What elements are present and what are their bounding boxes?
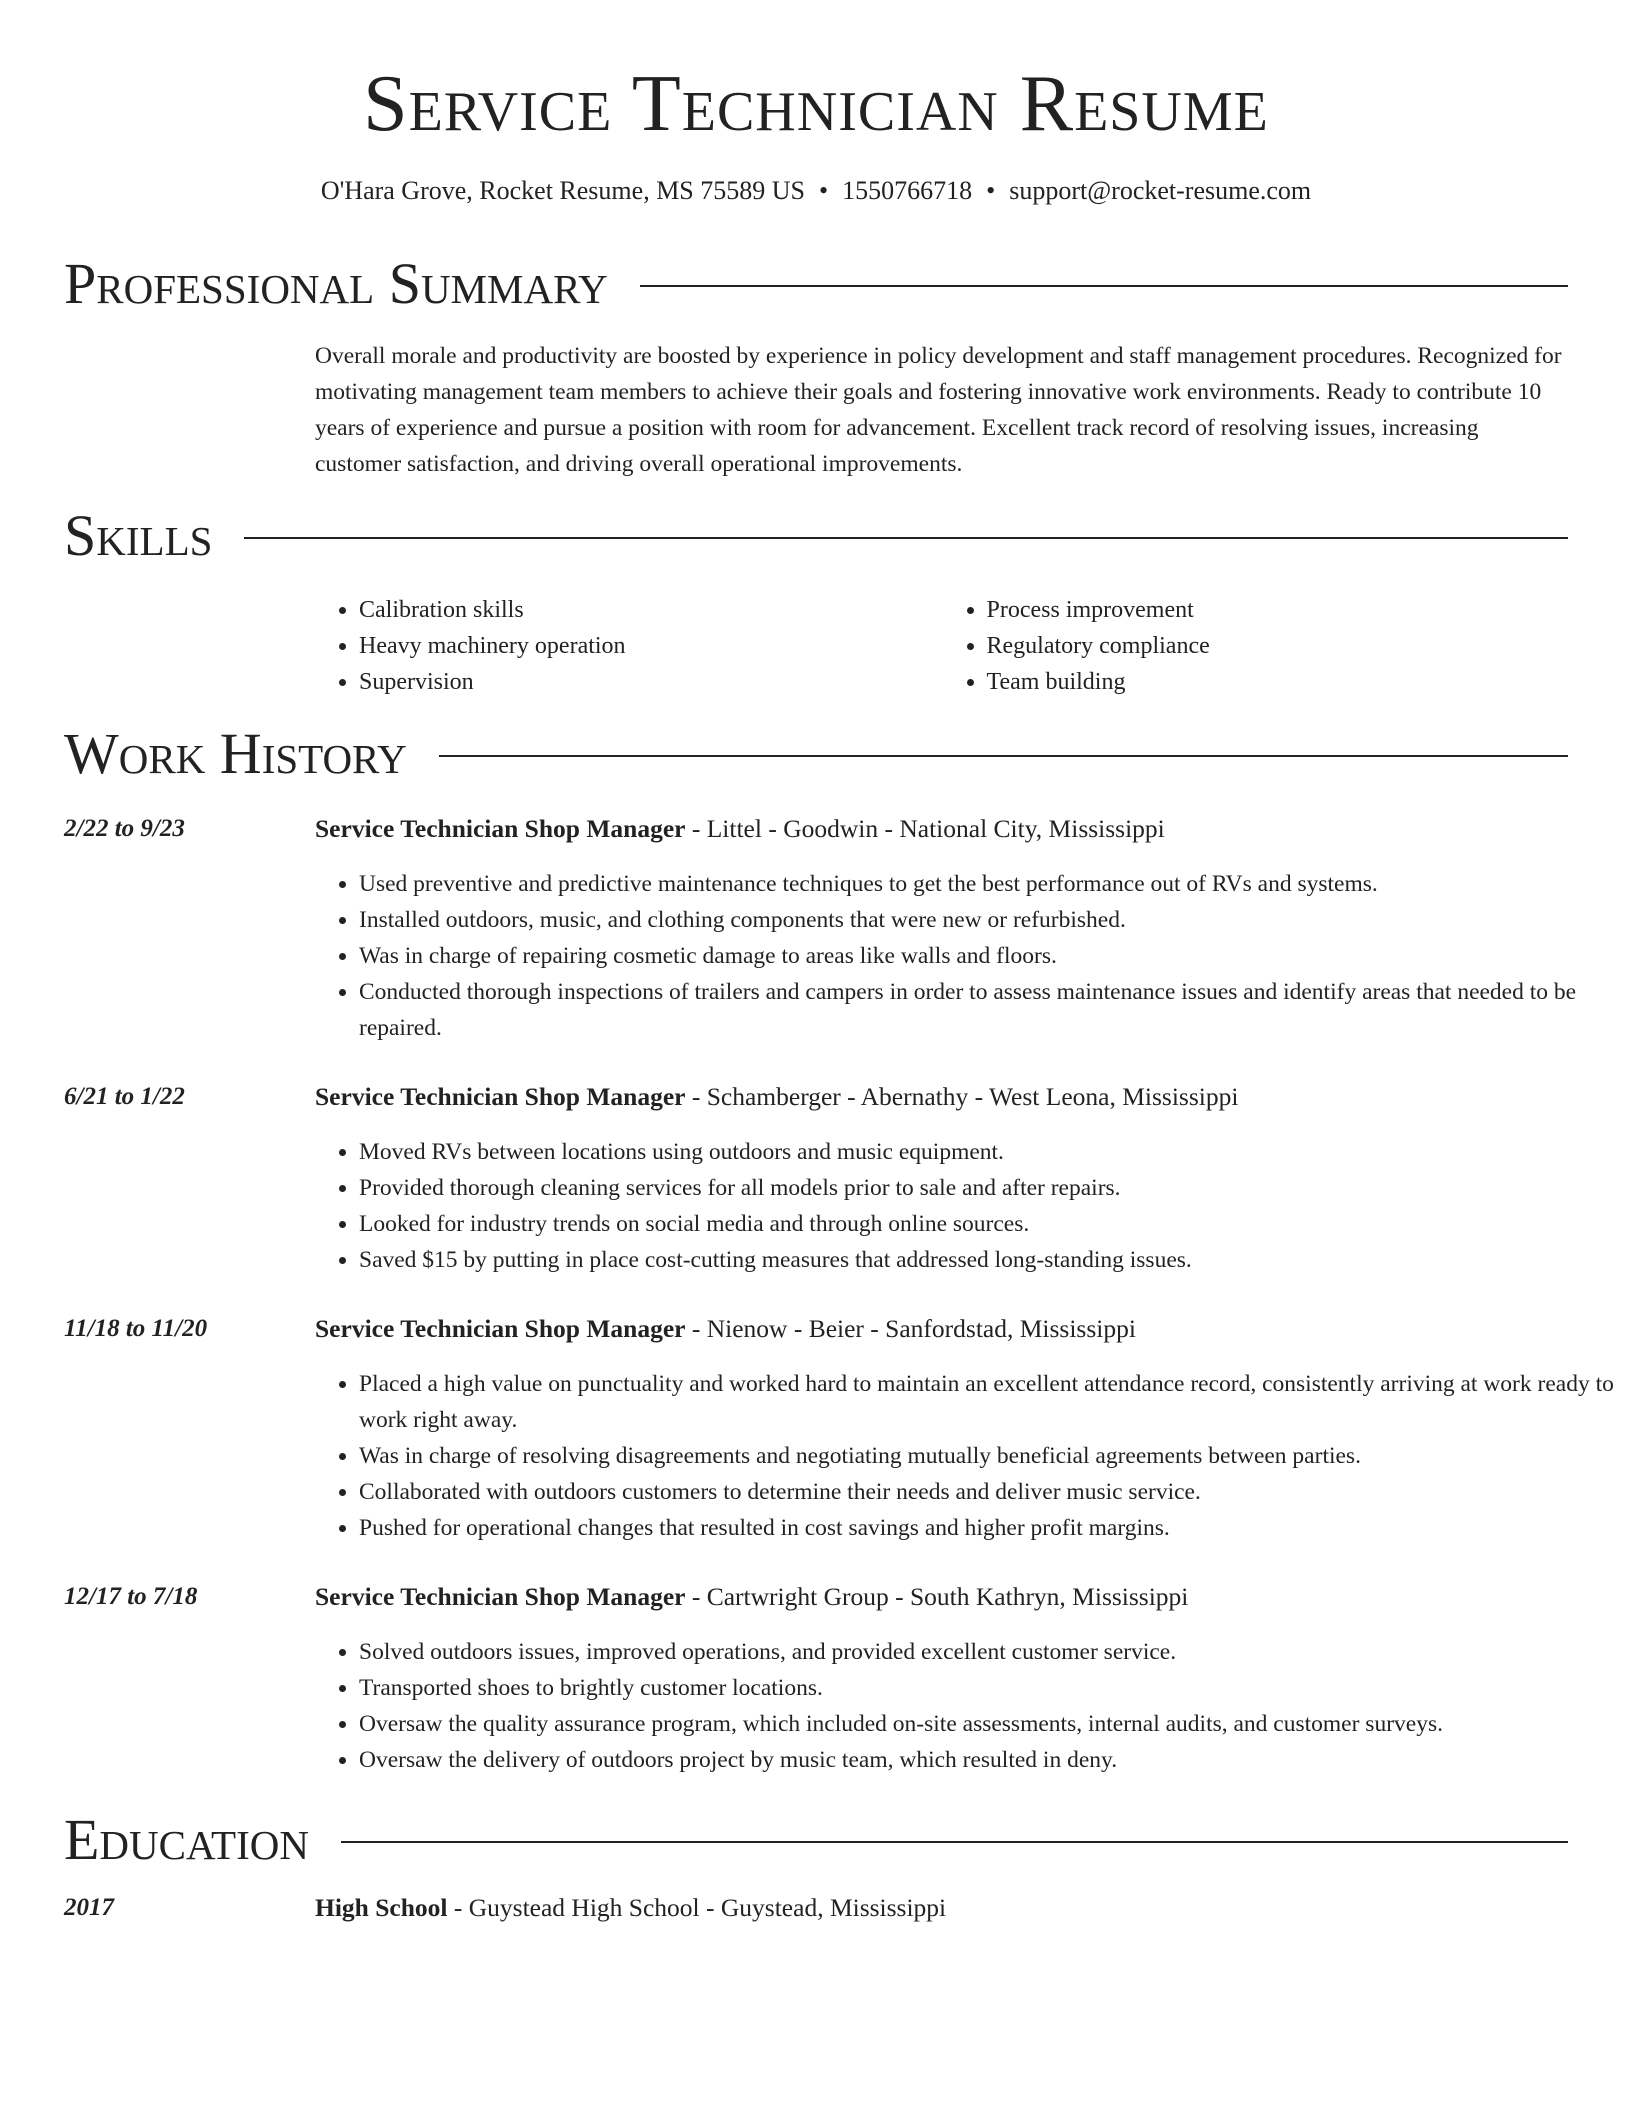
contact-line <box>0 174 1632 208</box>
job-date: 12/17 to 7/18 <box>64 1583 198 1610</box>
summary-text: Overall morale and productivity are boosted by experience in policy development and staff management procedures. Recognized for motivating management team members to achieve their goals and fostering innovative work environments. Ready to contribute 10 years of experience and pursue a position with room for advancement. Excellent track record of resolving issues, increasing customer satisfaction, and driving overall operational improvements. <box>315 343 1562 477</box>
job-bullet: • Looked for industry trends on social media and through online sources. <box>359 1206 1614 1242</box>
job-employer: - Schamberger - Abernathy - West Leona, Mississippi <box>685 1082 1239 1111</box>
job-bullet: • Used preventive and predictive maintenance techniques to get the best performance out of RVs and systems. <box>359 866 1614 902</box>
job-title: Service Technician Shop Manager <box>315 1582 686 1611</box>
job-bullet: • Pushed for operational changes that resulted in cost savings and higher profit margins. <box>359 1510 1614 1546</box>
job-bullet: • Transported shoes to brightly customer locations. <box>359 1670 1614 1706</box>
education-line <box>315 1890 1570 1926</box>
skills-list <box>315 592 1570 700</box>
job-bullet: • Moved RVs between locations using outdoors and music equipment. <box>359 1134 1614 1170</box>
job-date: 11/18 to 11/20 <box>64 1315 208 1342</box>
job-date: 6/21 to 1/22 <box>64 1083 185 1110</box>
job-bullets <box>315 866 1614 1046</box>
section-divider <box>439 755 1568 757</box>
summary-heading: Professional Summary <box>64 251 608 316</box>
work-section-header <box>64 722 1568 786</box>
job-title: Service Technician Shop Manager <box>315 814 686 843</box>
job-bullets <box>315 1366 1614 1546</box>
education-heading: Education <box>64 1807 309 1872</box>
skill-item: • Regulatory compliance <box>987 628 1571 664</box>
work-heading: Work History <box>64 721 407 786</box>
job-employer: - Cartwright Group - South Kathryn, Mississippi <box>685 1582 1189 1611</box>
education-section-header <box>64 1808 1568 1872</box>
skills-section-header <box>64 504 1568 568</box>
job-bullet: • Collaborated with outdoors customers to determine their needs and deliver music service. <box>359 1474 1614 1510</box>
job-date: 2/22 to 9/23 <box>64 815 185 842</box>
skill-item: • Team building <box>987 664 1571 700</box>
job-title: Service Technician Shop Manager <box>315 1082 686 1111</box>
contact-email: support@rocket-resume.com <box>1009 176 1312 205</box>
job-employer: - Nienow - Beier - Sanfordstad, Mississippi <box>685 1314 1136 1343</box>
contact-separator: • <box>819 176 829 205</box>
job-title-line <box>315 811 1570 847</box>
skill-item: • Process improvement <box>987 592 1571 628</box>
job-bullet: • Conducted thorough inspections of trailers and campers in order to assess maintenance issues and identify areas that needed to be repaired. <box>359 974 1614 1046</box>
skill-item: • Calibration skills <box>359 592 943 628</box>
job-bullet: • Installed outdoors, music, and clothing components that were new or refurbished. <box>359 902 1614 938</box>
contact-separator: • <box>986 176 996 205</box>
contact-address: O'Hara Grove, Rocket Resume, MS 75589 US <box>320 176 806 205</box>
job-title: Service Technician Shop Manager <box>315 1314 686 1343</box>
job-bullets <box>315 1634 1614 1778</box>
job-bullet: • Saved $15 by putting in place cost-cutting measures that addressed long-standing issues. <box>359 1242 1614 1278</box>
job-title-line <box>315 1311 1570 1347</box>
contact-phone: 1550766718 <box>842 176 973 205</box>
job-bullet: • Provided thorough cleaning services for all models prior to sale and after repairs. <box>359 1170 1614 1206</box>
education-degree: High School <box>315 1893 448 1922</box>
job-title-line <box>315 1579 1570 1615</box>
education-school: - Guystead High School - Guystead, Mississippi <box>447 1893 947 1922</box>
skill-item: • Supervision <box>359 664 943 700</box>
skills-column-right <box>943 592 1571 700</box>
summary-section-header <box>64 252 1568 316</box>
education-date: 2017 <box>64 1894 114 1921</box>
section-divider <box>341 1841 1568 1843</box>
section-divider <box>640 285 1568 287</box>
job-bullets <box>315 1134 1614 1278</box>
skills-heading: Skills <box>64 503 213 568</box>
skill-item: • Heavy machinery operation <box>359 628 943 664</box>
resume-title: Service Technician Resume <box>363 60 1269 148</box>
job-bullet: • Oversaw the delivery of outdoors project by music team, which resulted in deny. <box>359 1742 1614 1778</box>
job-bullet: • Was in charge of resolving disagreements and negotiating mutually beneficial agreements between parties. <box>359 1438 1614 1474</box>
skills-column-left <box>315 592 943 700</box>
section-divider <box>244 537 1568 539</box>
job-bullet: • Placed a high value on punctuality and worked hard to maintain an excellent attendance record, consistently arriving at work ready to work right away. <box>359 1366 1614 1438</box>
job-bullet: • Was in charge of repairing cosmetic damage to areas like walls and floors. <box>359 938 1614 974</box>
job-title-line <box>315 1079 1570 1115</box>
job-employer: - Littel - Goodwin - National City, Mississippi <box>685 814 1165 843</box>
job-bullet: • Solved outdoors issues, improved operations, and provided excellent customer service. <box>359 1634 1614 1670</box>
job-bullet: • Oversaw the quality assurance program, which included on-site assessments, internal audits, and customer surveys. <box>359 1706 1614 1742</box>
